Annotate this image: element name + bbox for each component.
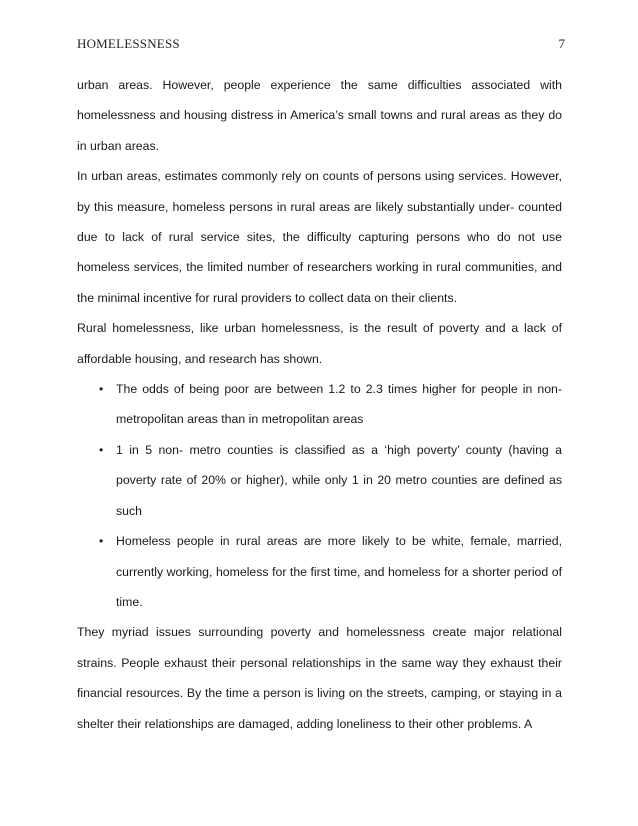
bullet-icon: • — [99, 534, 104, 549]
bullet-item — [77, 374, 562, 435]
paragraph-urban-estimates: In urban areas, estimates commonly rely on counts of persons using services. However, by this measure, homeless persons in rural areas are likely substantially under- counted due to lack of rural service sites, the difficulty capturing persons who do not use homeless services, the limited number of researchers working in rural communities, and the minimal incentive for rural providers to collect data on their clients. — [77, 169, 562, 305]
paragraph-rural-homelessness: Rural homelessness, like urban homelessness, is the result of poverty and a lack of affordable housing, and research has shown. — [77, 321, 562, 366]
bullet-text: Homeless people in rural areas are more likely to be white, female, married, currently working, homeless for the first time, and homeless for a shorter period of time. — [116, 534, 562, 609]
bullet-item — [77, 526, 562, 617]
paragraph-continuation: urban areas. However, people experience the same difficulties associated with homelessness and housing distress in America’s small towns and rural areas as they do in urban areas. — [77, 78, 562, 153]
bullet-icon: • — [99, 382, 104, 397]
bullet-item — [77, 435, 562, 526]
running-head-title: HOMELESSNESS — [77, 36, 180, 51]
paragraph-relational-strains: They myriad issues surrounding poverty and homelessness create major relational strains. People exhaust their personal relationships in the same way they exhaust their financial resources. By the time a person is living on the streets, camping, or staying in a shelter their relationships are damaged, adding loneliness to their other problems. A — [77, 625, 562, 731]
bullet-text: 1 in 5 non- metro counties is classified as a ‘high poverty’ county (having a poverty rate of 20% or higher), while only 1 in 20 metro counties are defined as such — [116, 442, 562, 518]
bullet-text: The odds of being poor are between 1.2 to 2.3 times higher for people in non-metropolitan areas than in metropolitan areas — [116, 382, 562, 427]
bullet-icon: • — [99, 442, 104, 457]
document-body — [77, 70, 562, 739]
running-head — [77, 36, 565, 54]
bullet-list — [77, 374, 562, 617]
page-number: 7 — [558, 36, 565, 51]
